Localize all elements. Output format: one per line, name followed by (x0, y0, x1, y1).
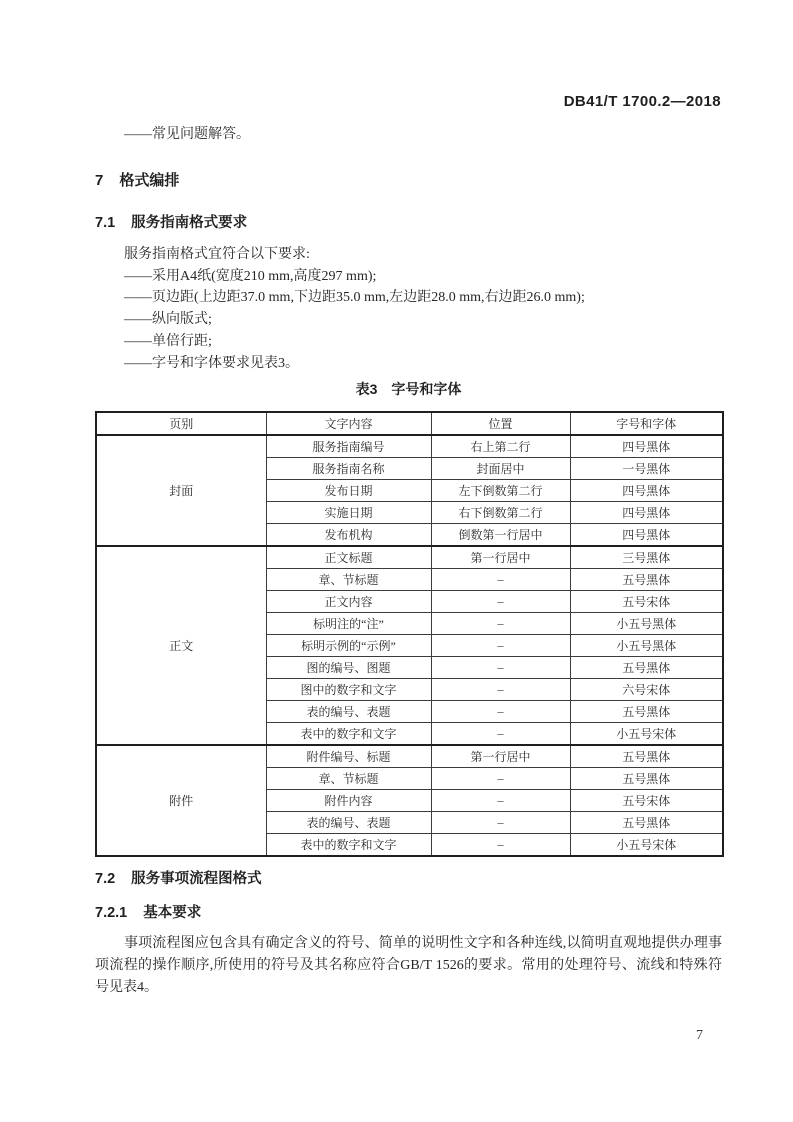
table-cell: 附件内容 (266, 790, 431, 812)
format-requirement-item: ——采用A4纸(宽度210 mm,高度297 mm); (124, 268, 377, 284)
table-cell: 正文内容 (266, 591, 431, 613)
table-cell: 章、节标题 (266, 569, 431, 591)
section-number: 7 (95, 172, 104, 189)
paragraph-line: 号见表4。 (95, 979, 158, 995)
table3-font-spec-table (95, 411, 724, 857)
table-cell: – (431, 701, 570, 723)
section-title: 基本要求 (143, 905, 202, 922)
table-cell: – (431, 768, 570, 790)
table-cell: – (431, 657, 570, 679)
format-requirement-item: ——单倍行距; (124, 333, 212, 349)
section-title: 服务指南格式要求 (131, 215, 248, 231)
table-row (96, 745, 723, 768)
table-cell: – (431, 635, 570, 657)
row-group-cell: 封面 (96, 435, 266, 546)
table-body (96, 435, 723, 856)
table-cell: 五号黑体 (570, 657, 723, 679)
table-cell: 六号宋体 (570, 679, 723, 701)
table-cell: 五号黑体 (570, 569, 723, 591)
format-requirement-item: ——字号和字体要求见表3。 (124, 355, 299, 371)
table-cell: 实施日期 (266, 502, 431, 524)
table-cell: 五号黑体 (570, 701, 723, 723)
section-number: 7.1 (95, 215, 116, 231)
section-7-2-heading (95, 869, 722, 889)
table-cell: 左下倒数第二行 (431, 480, 570, 502)
table-cell: – (431, 790, 570, 812)
table-cell: 第一行居中 (431, 745, 570, 768)
section-7-1-heading (95, 213, 722, 233)
standard-number-header: DB41/T 1700.2—2018 (563, 93, 721, 110)
table-cell: 正文标题 (266, 546, 431, 569)
column-header-position: 位置 (431, 412, 570, 435)
column-header-font: 字号和字体 (570, 412, 723, 435)
table-cell: – (431, 613, 570, 635)
table-row (96, 435, 723, 458)
format-requirement-item: ——纵向版式; (124, 312, 212, 328)
table-cell: 五号宋体 (570, 790, 723, 812)
paragraph-line: 项流程的操作顺序,所使用的符号及其名称应符合GB/T 1526的要求。常用的处理符号、流线和特殊符 (95, 957, 722, 973)
table-cell: – (431, 679, 570, 701)
column-header-text-content: 文字内容 (266, 412, 431, 435)
table-cell: 附件编号、标题 (266, 745, 431, 768)
table-cell: 表中的数字和文字 (266, 834, 431, 857)
section-number: 7.2 (95, 871, 116, 888)
table-cell: 服务指南编号 (266, 435, 431, 458)
paragraph-line: 事项流程图应包含具有确定含义的符号、简单的说明性文字和各种连线,以简明直观地提供办理事 (124, 936, 722, 952)
table-cell: 五号黑体 (570, 812, 723, 834)
table-header-row (96, 412, 723, 435)
table-cell: 四号黑体 (570, 435, 723, 458)
table-cell: 一号黑体 (570, 458, 723, 480)
table3-caption (95, 380, 722, 398)
table-cell: 章、节标题 (266, 768, 431, 790)
table-cell: 发布机构 (266, 524, 431, 547)
table-cell: 表中的数字和文字 (266, 723, 431, 746)
table-cell: – (431, 723, 570, 746)
table-cell: 封面居中 (431, 458, 570, 480)
basic-requirements-paragraph (95, 933, 722, 998)
table-cell: 倒数第一行居中 (431, 524, 570, 547)
table-cell: 图的编号、图题 (266, 657, 431, 679)
table-cell: 表的编号、表题 (266, 812, 431, 834)
table-cell: 五号宋体 (570, 591, 723, 613)
table-cell: 三号黑体 (570, 546, 723, 569)
table-cell: 小五号宋体 (570, 723, 723, 746)
row-group-cell: 正文 (96, 546, 266, 745)
table-cell: 五号黑体 (570, 768, 723, 790)
format-requirements-list (95, 244, 722, 374)
table-cell: 右上第二行 (431, 435, 570, 458)
table-cell: 五号黑体 (570, 745, 723, 768)
table-cell: – (431, 591, 570, 613)
section-7-heading (95, 171, 722, 191)
table-cell: 右下倒数第二行 (431, 502, 570, 524)
table-cell: 服务指南名称 (266, 458, 431, 480)
column-header-page-type: 页别 (96, 412, 266, 435)
page-content (95, 0, 722, 998)
table-row (96, 546, 723, 569)
table-cell: 小五号宋体 (570, 834, 723, 857)
row-group-cell: 附件 (96, 745, 266, 856)
section-title: 格式编排 (119, 172, 180, 189)
section-7-2-1-heading (95, 903, 722, 923)
table-cell: – (431, 812, 570, 834)
table-cell: 表的编号、表题 (266, 701, 431, 723)
table-cell: – (431, 834, 570, 857)
table-cell: 四号黑体 (570, 480, 723, 502)
format-requirement-items (95, 266, 722, 375)
table-cell: 标明注的“注” (266, 613, 431, 635)
format-requirement-item: ——页边距(上边距37.0 mm,下边距35.0 mm,左边距28.0 mm,右边距26.0 mm); (124, 290, 585, 306)
table-cell: 图中的数字和文字 (266, 679, 431, 701)
table-cell: 第一行居中 (431, 546, 570, 569)
page-number: 7 (696, 1028, 703, 1043)
list-item-faq: ——常见问题解答。 (124, 127, 250, 142)
format-requirements-lead: 服务指南格式宜符合以下要求: (124, 247, 310, 262)
table-cell: 小五号黑体 (570, 635, 723, 657)
section-title: 服务事项流程图格式 (131, 871, 262, 888)
table-cell: 四号黑体 (570, 502, 723, 524)
table-cell: 发布日期 (266, 480, 431, 502)
table-cell: – (431, 569, 570, 591)
table-cell: 标明示例的“示例” (266, 635, 431, 657)
table-cell: 小五号黑体 (570, 613, 723, 635)
section-number: 7.2.1 (95, 905, 128, 922)
table-cell: 四号黑体 (570, 524, 723, 547)
table3-caption-title: 字号和字体 (391, 381, 462, 398)
table3-caption-number: 表3 (355, 381, 378, 398)
